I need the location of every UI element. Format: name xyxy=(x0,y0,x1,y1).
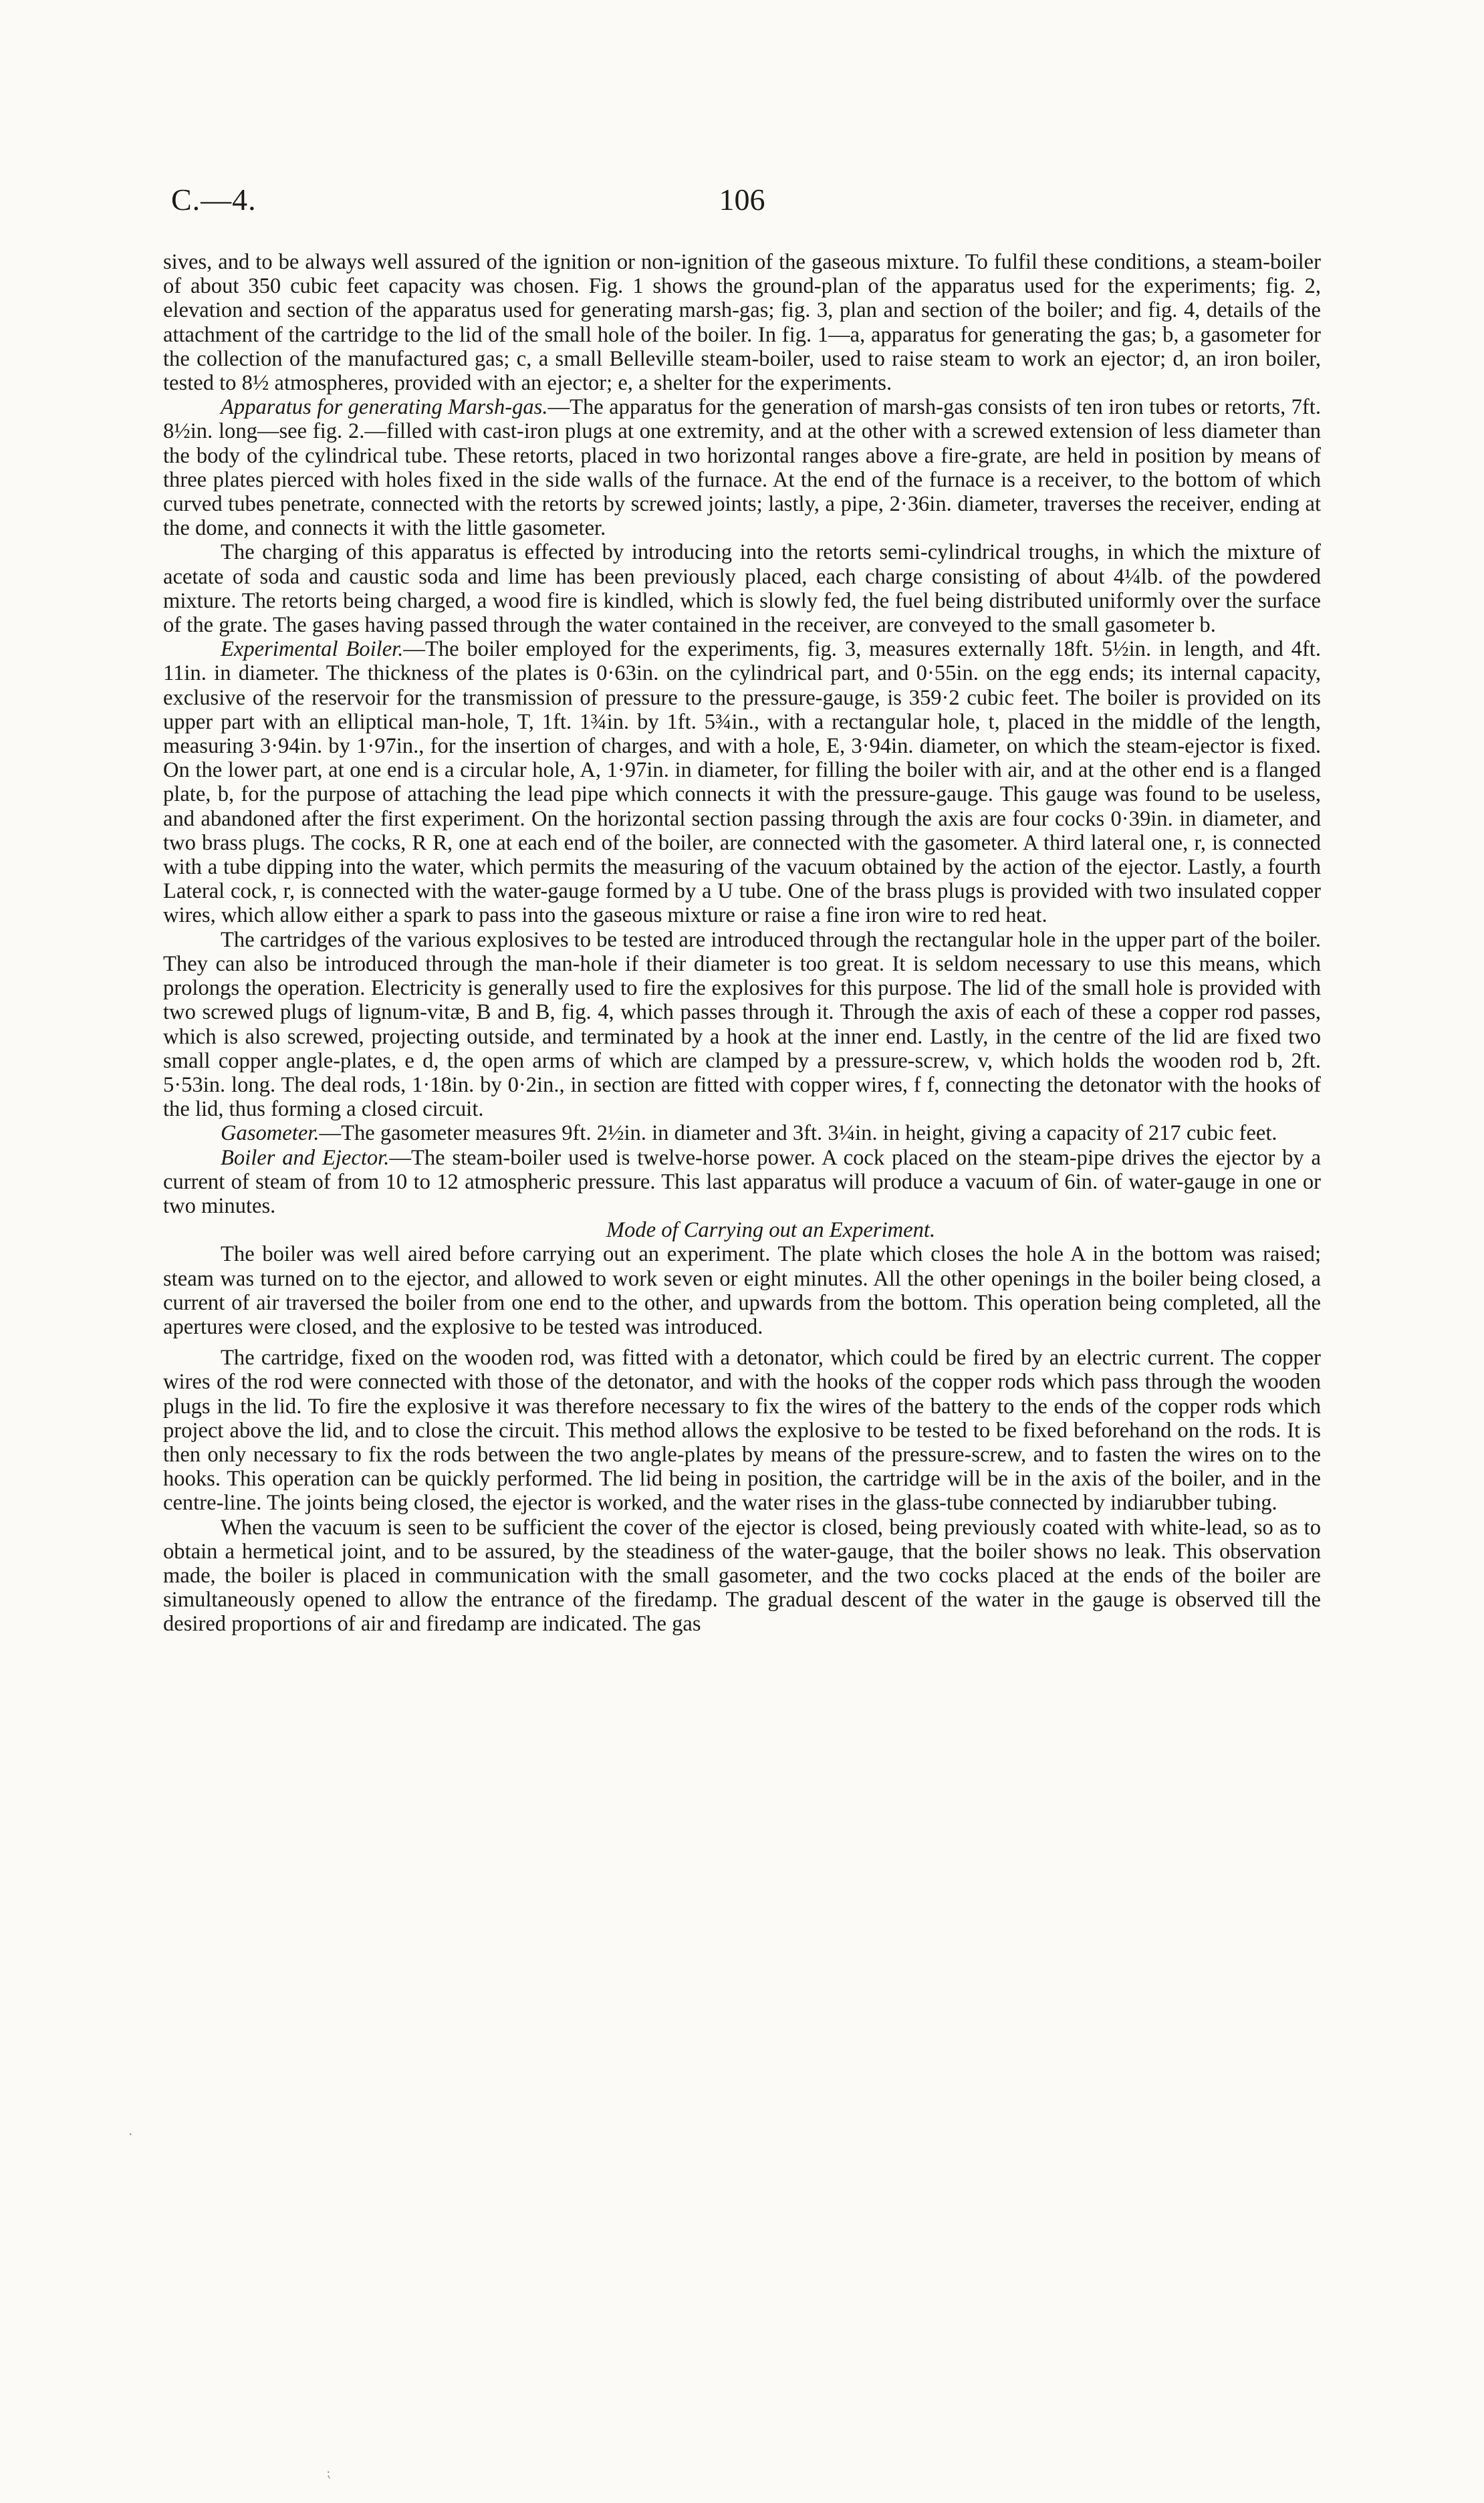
paragraph-text: The boiler was well aired before carrying out an experiment. The plate which closes the hole A in the bottom was raised; steam was turned on to the ejector, and allowed to work seven or eight minutes. All the other openings in the boiler being closed, a current of air traversed the boiler from one end to the other, and upwards from the bottom. This operation being completed, all the apertures were closed, and the explosive to be tested was introduced. xyxy=(163,1242,1321,1339)
paragraph-charging xyxy=(163,540,1321,637)
paragraph-text: The cartridge, fixed on the wooden rod, was fitted with a detonator, which could be fired by an electric current. The copper wires of the rod were connected with those of the detonator, and with the hooks of the copper rods which pass through the wooden plugs in the lid. To fire the explosive it was therefore necessary to fix the wires of the battery to the ends of the copper rods which project above the lid, and to close the circuit. This method allows the explosive to be tested to be fixed beforehand on the rods. It is then only necessary to fix the rods between the two angle-plates by means of the pressure-screw, and to fasten the wires on to the hooks. This operation can be quickly performed. The lid being in position, the cartridge will be in the axis of the boiler, and in the centre-line. The joints being closed, the ejector is worked, and the water rises in the glass-tube connected by indiarubber tubing. xyxy=(163,1346,1321,1516)
margin-dot: · xyxy=(128,2127,133,2142)
paragraph-text: The charging of this apparatus is effected by introducing into the retorts semi-cylindrical troughs, in which the mixture of acetate of soda and caustic soda and lime has been previously placed, each charge consisting of about 4¼lb. of the powdered mixture. The retorts being charged, a wood fire is kindled, which is slowly fed, the fuel being distributed uniformly over the surface of the grate. The gases having passed through the water contained in the receiver, are conveyed to the small gasometer b. xyxy=(163,540,1321,638)
body-text xyxy=(163,250,1321,1637)
paragraph-text: —The apparatus for the generation of marsh-gas consists of ten iron tubes or retorts, 7ft. 8½in. long—see fig. 2.—filled with cast-iron plugs at one extremity, and at the other with a screwed extension of less diameter than the body of the cylindrical tube. These retorts, placed in two horizontal ranges above a fire-grate, are held in position by means of three plates pierced with holes fixed in the side walls of the furnace. At the end of the furnace is a receiver, to the bottom of which curved tubes penetrate, connected with the retorts by screwed joints; lastly, a pipe, 2·36in. diameter, traverses the receiver, ending at the dome, and connects it with the little gasometer. xyxy=(163,395,1321,541)
page-number: 106 xyxy=(719,183,765,217)
paragraph-boiler-ejector xyxy=(163,1146,1321,1219)
paragraph-lead: Gasometer. xyxy=(221,1121,320,1146)
section-heading: Mode of Carrying out an Experiment. xyxy=(606,1218,936,1243)
paragraph-text: —The gasometer measures 9ft. 2½in. in diameter and 3ft. 3¼in. in height, giving a capacity of 217 cubic feet. xyxy=(319,1121,1277,1146)
paragraph-text: sives, and to be always well assured of the ignition or non-ignition of the gaseous mixture. To fulfil these conditions, a steam-boiler of about 350 cubic feet capacity was chosen. Fig. 1 shows the ground-plan of the apparatus used for the experiments; fig. 2, elevation and section of the apparatus used for generating marsh-gas; fig. 3, plan and section of the boiler; and fig. 4, details of the attachment of the cartridge to the lid of the small hole of the boiler. In fig. 1—a, apparatus for generating the gas; b, a gasometer for the collection of the manufactured gas; c, a small Belleville steam-boiler, used to raise steam to work an ejector; d, an iron boiler, tested to 8½ atmospheres, provided with an ejector; e, a shelter for the experiments. xyxy=(163,250,1321,396)
paragraph-cartridges xyxy=(163,928,1321,1122)
paragraph-gasometer xyxy=(163,1121,1321,1145)
paragraph-experimental-boiler xyxy=(163,637,1321,927)
bottom-speck: ⁏ xyxy=(326,2466,331,2480)
paragraph-lead: Experimental Boiler. xyxy=(221,637,404,662)
paragraph-vacuum xyxy=(163,1516,1321,1637)
paragraph-text: When the vacuum is seen to be sufficient the cover of the ejector is closed, being previously coated with white-lead, so as to obtain a hermetical joint, and to be assured, by the steadiness of the water-gauge, that the boiler shows no leak. This observation made, the boiler is placed in communication with the small gasometer, and the two cocks placed at the ends of the boiler are simultaneously opened to allow the entrance of the firedamp. The gradual descent of the water in the gauge is observed till the desired proportions of air and firedamp are indicated. The gas xyxy=(163,1515,1321,1637)
page-header xyxy=(171,182,1313,225)
paragraph-lead: Apparatus for generating Marsh-gas. xyxy=(221,395,548,420)
paragraph-intro xyxy=(163,250,1321,395)
paragraph-marsh-gas-apparatus xyxy=(163,395,1321,540)
paragraph-lead: Boiler and Ejector. xyxy=(221,1145,390,1170)
paragraph-text: —The boiler employed for the experiments, fig. 3, measures externally 18ft. 5½in. in length, and 4ft. 11in. in diameter. The thickness of the plates is 0·63in. on the cylindrical part, and 0·55in. on the egg ends; its internal capacity, exclusive of the reservoir for the transmission of pressure to the pressure-gauge, is 359·2 cubic feet. The boiler is provided on its upper part with an elliptical man-hole, T, 1ft. 1¾in. by 1ft. 5¾in., with a rectangular hole, t, placed in the middle of the length, measuring 3·94in. by 1·97in., for the insertion of charges, and with a hole, E, 3·94in. diameter, on which the steam-ejector is fixed. On the lower part, at one end is a circular hole, A, 1·97in. in diameter, for filling the boiler with air, and at the other end is a flanged plate, b, for the purpose of attaching the lead pipe which connects it with the pressure-gauge. This gauge was found to be useless, and abandoned after the first experiment. On the horizontal section passing through the axis are four cocks 0·39in. in diameter, and two brass plugs. The cocks, R R, one at each end of the boiler, are connected with the gasometer. A third lateral one, r, is connected with a tube dipping into the water, which permits the measuring of the vacuum obtained by the action of the ejector. Lastly, a fourth Lateral cock, r, is connected with the water-gauge formed by a U tube. One of the brass plugs is provided with two insulated copper wires, which allow either a spark to pass into the gaseous mixture or raise a fine iron wire to red heat. xyxy=(163,637,1321,928)
paragraph-cartridge-fixing xyxy=(163,1346,1321,1515)
paragraph-airing xyxy=(163,1242,1321,1339)
paragraph-text: The cartridges of the various explosives to be tested are introduced through the rectangular hole in the upper part of the boiler. They can also be introduced through the man-hole if their diameter is too great. It is seldom necessary to use this means, which prolongs the operation. Electricity is generally used to fire the explosives for this purpose. The lid of the small hole is provided with two screwed plugs of lignum-vitæ, B and B, fig. 4, which passes through it. Through the axis of each of these a copper rod passes, which is also screwed, projecting outside, and terminated by a hook at the inner end. Lastly, in the centre of the lid are fixed two small copper angle-plates, e d, the open arms of which are clamped by a pressure-screw, v, which holds the wooden rod b, 2ft. 5·53in. long. The deal rods, 1·18in. by 0·2in., in section are fitted with copper wires, f f, connecting the detonator with the hooks of the lid, thus forming a closed circuit. xyxy=(163,927,1321,1122)
paragraph-text: —The steam-boiler used is twelve-horse power. A cock placed on the steam-pipe drives the ejector by a current of steam of from 10 to 12 atmospheric pressure. This last apparatus will produce a vacuum of 6in. of water-gauge in one or two minutes. xyxy=(163,1145,1322,1218)
document-code: C.—4. xyxy=(171,183,257,217)
